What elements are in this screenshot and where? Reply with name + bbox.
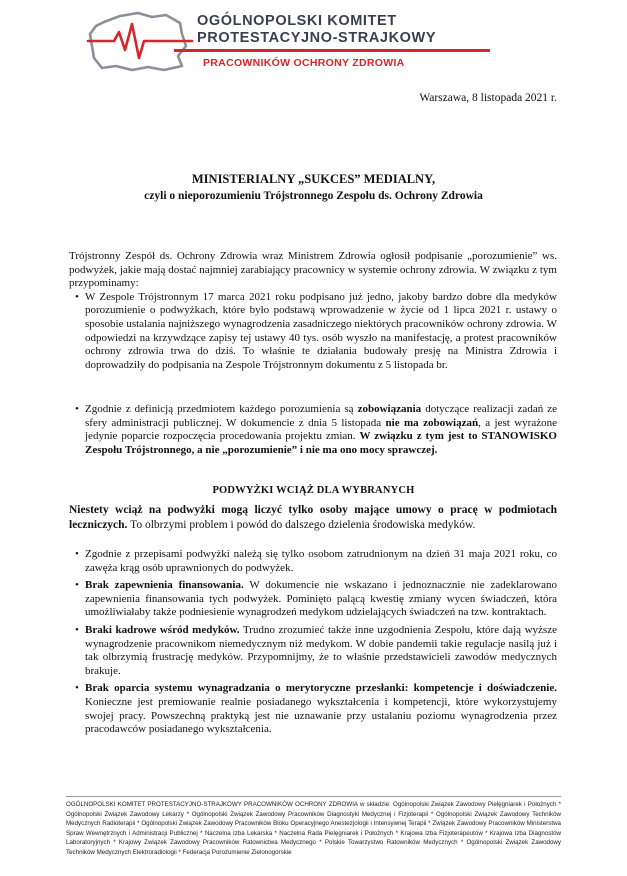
footer-divider [66,796,561,797]
org-name-line3: PRACOWNIKÓW OCHRONY ZDROWIA [203,57,405,69]
lead-rest: To olbrzymi problem i powód do dalszego dzielenia środowiska medyków. [127,518,476,531]
letterhead [86,10,616,74]
list-item-bold: Brak oparcia systemu wynagradzania o merytoryczne przesłanki: kompetencje i doświadczenie. [85,682,557,695]
list-item [69,403,557,457]
intro-section [69,250,557,372]
lead-bold: Niestety wciąż na podwyżki mogą liczyć tylko osoby mające umowy o pracę w podmiotach leczniczych. [69,504,557,531]
list-item-bold: Braki kadrowe wśród medyków. [85,623,240,636]
bullet-icon: • [75,403,79,415]
list-item [69,548,557,575]
text-part: , a jest wyrażone jedynie poparcie rozpoczęcia procedowania projektu zmian. [85,416,557,443]
list-item-text: W dokumencie nie wskazano i jednoznacznie nie zadeklarowano zapewnienia finansowania tych podwyżek. Pominięto palącą kwestię zmiany wycen świadczeń, która umożliwiałaby także podniesienie wynagrodzeń medykom udzielających świadczeń na tzw. kontraktach. [85,579,558,619]
list-item-text: W Zespole Trójstronnym 17 marca 2021 roku podpisano już jedno, jakoby bardzo dobre dla medyków porozumienie o podwyżkach, które było podstawą wprowadzenie w życie od 1 lipca 2021 r. ustawy o sposobie ustalania najniższego wynagrodzenia zasadniczego niektórych pracowników ochrony zdrowia. W odpowiedzi na krzywdzące zapisy tej ustawy 40 tys. osób wyszło na manifestację, a protest pracowników ochrony zdrowia trwa do dziś. To właśnie te działania budowały presję na Ministra Zdrowia i doprowadziły do podpisania na Zespole Trójstronnym dokumentu z 5 listopada br. [85,290,557,371]
bullet-icon: • [75,579,79,592]
document-title: MINISTERIALNY „SUKCES” MEDIALNY, [191,172,436,186]
list-item [69,291,557,373]
bullet-icon: • [75,548,79,560]
section-lead [69,503,557,532]
bullet-section-2 [69,403,557,457]
bullet-icon: • [75,682,79,695]
bullet-list-1 [69,291,557,373]
text-part: Zgodnie z definicją przedmiotem każdego porozumienia są [85,403,358,415]
text-bold: W związku z tym jest to STANOWISKO Zespołu Trójstronnego, a nie „porozumienie” i nie ma ono mocy sprawczej. [85,430,557,456]
header-divider [174,49,490,52]
bullet-list-3 [69,548,557,737]
poland-map-heartbeat-icon [86,10,194,72]
list-item [69,624,557,678]
org-name-line1: OGÓLNOPOLSKI KOMITET [197,13,397,29]
intro-paragraph: Trójstronny Zespół ds. Ochrony Zdrowia wraz Ministrem Zdrowia ogłosił podpisanie „porozumienie” ws. podwyżek, jakie mają dostać najmniej zarabiający pracownicy w systemie ochrony zdrowia. W związku z tym przypominamy: [69,250,557,290]
list-item-text: Zgodnie z przepisami podwyżki należą się tylko osobom zatrudnionym na dzień 31 maja 2021 roku, co zawęża krąg osób uprawnionych do podwyżek. [85,548,557,574]
text-bold: zobowiązania [357,403,422,415]
text-bold: nie ma zobowiązań [385,416,479,429]
org-name-line2: PROTESTACYJNO-STRAJKOWY [197,30,437,46]
bullet-icon: • [75,623,79,636]
section-heading: PODWYŻKI WCIĄŻ DLA WYBRANYCH [212,485,415,496]
list-item-text: Trudno zrozumieć także inne uzgodnienia Zespołu, które dają wyższe wynagrodzenie pracownikom niemedycznym niż medykom. W dobie pandemii takie regulacje nasilą już i tak olbrzymią frustrację medyków. Przypomnijmy, że to właśnie przedstawicieli zawodów medycznych brakuje. [85,623,557,677]
list-item [69,579,557,620]
bullet-icon: • [75,290,79,303]
text-part: dotyczące realizacji zadań ze sfery administracji publicznej. W dokumencie z dnia 5 listopada [85,403,557,429]
list-item [69,682,557,736]
footer-text: OGÓLNOPOLSKI KOMITET PROTESTACYJNO-STRAJKOWY PRACOWNIKÓW OCHRONY ZDROWIA w składzie: Ogólnopolski Związek Zawodowy Pielęgniarek i Położnych * Ogólnopolski Związek Zawodowy Lekarzy * Ogólnopolski Związek Zawodowy Pracowników Diagnostyki Medycznej i Fizjoterapii * Ogólnopolski Związek Zawodowy Techników Medycznych Radioterapii * Ogólnopolski Związek Zawodowy Pracowników Bloku Operacyjnego Anestezjologii i Intensywnej Terapii * Związek Zawodowy Pracowników Ministerstwa Spraw Wewnętrznych i Administracji Publicznej * Naczelna Izba Lekarska * Naczelna Rada Pielęgniarek i Położnych * Krajowa Izba Fizjoterapeutów * Krajowa Izba Diagnostów Laboratoryjnych * Krajowy Związek Zawodowy Pracowników Ratownictwa Medycznego * Polskie Towarzystwo Ratowników Medycznych * Ogólnopolski Związek Zawodowy Techników Medycznych Elektroradiologii * Federacja Porozumienie Zielonogórskie [66,801,561,856]
list-item-bold: Brak zapewnienia finansowania. [85,579,244,592]
document-date: Warszawa, 8 listopada 2021 r. [419,92,557,104]
document-subtitle: czyli o nieporozumieniu Trójstronnego Zespołu ds. Ochrony Zdrowia [144,190,483,202]
list-item-text: Konieczne jest premiowanie realnie posiadanego wykształcenia i kompetencji, które wykorzystujemy swojej pracy. Powszechną praktyką jest nie uznawanie przy ustalaniu poziomu wynagrodzenia przez pracodawców posiadanego wykształcenia. [85,695,557,736]
